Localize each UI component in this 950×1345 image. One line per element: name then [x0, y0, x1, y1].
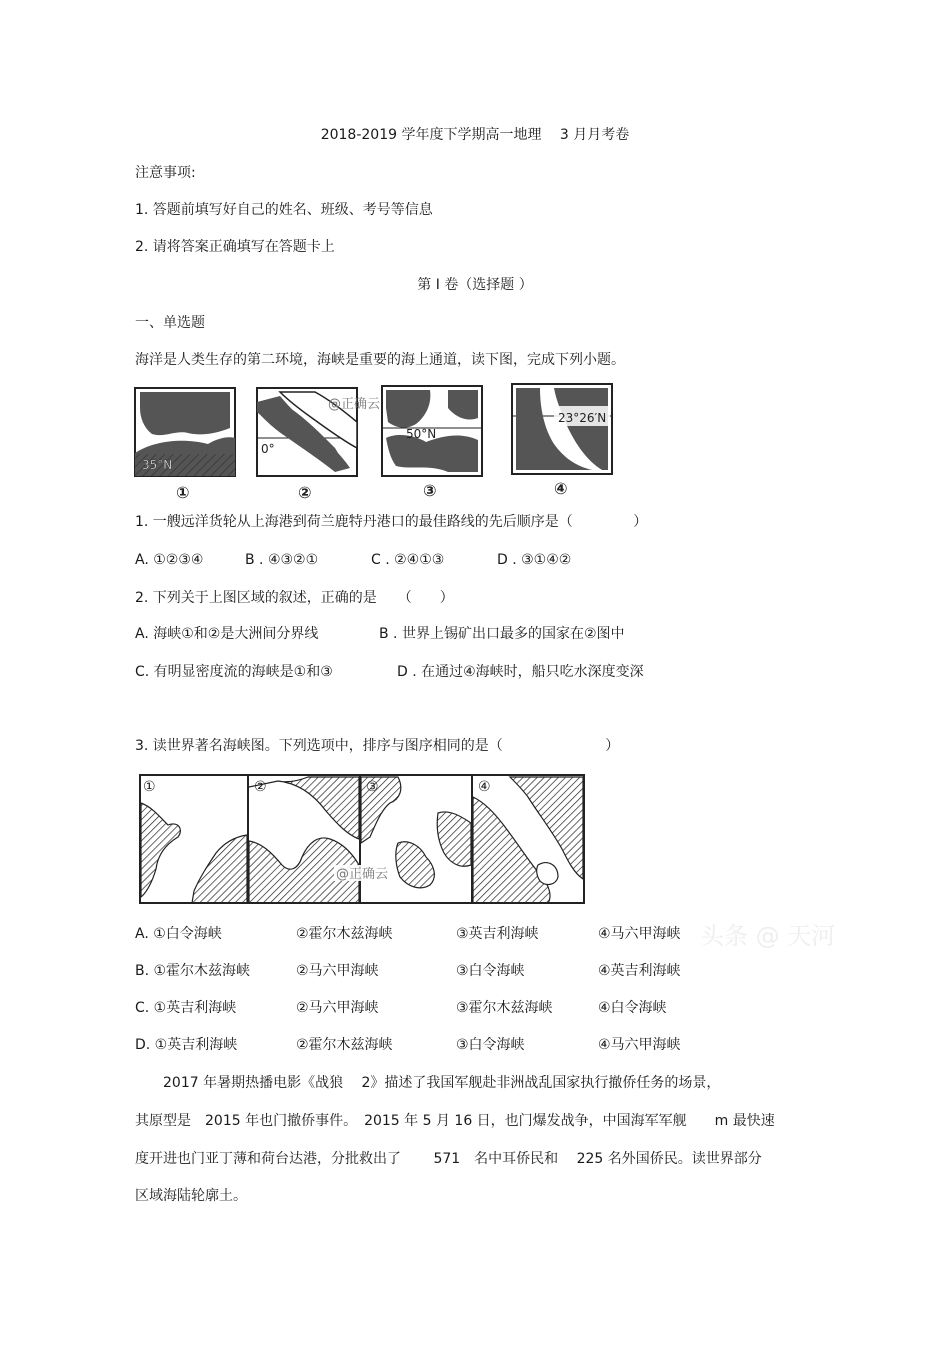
- q3-option-a-3: ③英吉利海峡: [456, 926, 539, 942]
- figure-1-watermark: @正确云: [328, 397, 381, 412]
- map2-panel-3-number: ③: [366, 779, 379, 795]
- q3-option-b-4: ④英吉利海峡: [598, 963, 681, 979]
- panel-2-lat-label: 0°: [261, 442, 275, 456]
- passage-line-2: 其原型是 2015 年也门撤侨事件。 2015 年 5 月 16 日，也门爆发战争，中国海军军舰 m 最快速: [135, 1113, 775, 1129]
- q1-option-b: B . ④③②①: [245, 552, 319, 568]
- figure-2-watermark: @正确云: [336, 867, 389, 882]
- panel-2-number: ②: [298, 483, 312, 502]
- q2-option-d: D . 在通过④海峡时，船只吃水深度变深: [397, 664, 644, 680]
- passage-line-3: 度开进也门亚丁薄和荷台达港，分批救出了 571 名中耳侨民和 225 名外国侨民。读世界部分: [135, 1151, 762, 1167]
- panel-3-lat-label: 50°N: [406, 427, 437, 441]
- notice-heading: 注意事项:: [135, 165, 196, 181]
- q3-option-a-4: ④马六甲海峡: [598, 926, 681, 942]
- q3-option-d-2: ②霍尔木兹海峡: [296, 1037, 393, 1053]
- q3-option-a-1: A. ①白令海峡: [135, 926, 222, 942]
- q1-stem: 1. 一艘远洋货轮从上海港到荷兰鹿特丹港口的最佳路线的先后顺序是（ ）: [135, 514, 648, 530]
- q3-option-d-3: ③白令海峡: [456, 1037, 525, 1053]
- q3-option-c-4: ④白令海峡: [598, 1000, 667, 1016]
- q2-stem: 2. 下列关于上图区域的叙述，正确的是 （ ）: [135, 590, 454, 606]
- map2-panel-4-number: ④: [478, 779, 491, 795]
- notice-item-2: 2. 请将答案正确填写在答题卡上: [135, 239, 335, 255]
- q1-option-a: A. ①②③④: [135, 552, 204, 568]
- q3-option-b-2: ②马六甲海峡: [296, 963, 379, 979]
- map-panel-4: [512, 384, 612, 498]
- q2-option-b: B . 世界上锡矿出口最多的国家在②图中: [379, 626, 625, 642]
- part-title: 一、单选题: [135, 315, 205, 331]
- q3-option-b-1: B. ①霍尔木兹海峡: [135, 963, 251, 979]
- panel-1-lat-label: 35°N: [142, 458, 173, 472]
- page-title: 2018-2019 学年度下学期高一地理 3 月月考卷: [320, 127, 630, 143]
- intro-text: 海洋是人类生存的第二环境，海峡是重要的海上通道，读下图，完成下列小题。: [135, 352, 625, 368]
- q3-option-c-2: ②马六甲海峡: [296, 1000, 379, 1016]
- map2-panel-2-number: ②: [254, 779, 267, 795]
- faint-watermark: 头条 @ 天河: [700, 922, 836, 950]
- panel-4-number: ④: [554, 479, 568, 498]
- q1-option-c: C . ②④①③: [371, 552, 445, 568]
- q2-option-c: C. 有明显密度流的海峡是①和③: [135, 664, 333, 680]
- q3-option-c-1: C. ①英吉利海峡: [135, 1000, 237, 1016]
- q3-option-c-3: ③霍尔木兹海峡: [456, 1000, 553, 1016]
- strait-map-figure-2: [138, 773, 586, 905]
- map2-panel-1-number: ①: [143, 779, 156, 795]
- q3-option-d-4: ④马六甲海峡: [598, 1037, 681, 1053]
- map-panel-3: [382, 386, 482, 500]
- q2-option-a: A. 海峡①和②是大洲间分界线: [135, 626, 319, 642]
- q3-option-b-3: ③白令海峡: [456, 963, 525, 979]
- q3-option-a-2: ②霍尔木兹海峡: [296, 926, 393, 942]
- notice-item-1: 1. 答题前填写好自己的姓名、班级、考号等信息: [135, 202, 433, 218]
- map-panel-1: [135, 388, 235, 502]
- panel-3-number: ③: [423, 481, 437, 500]
- panel-4-lat-label: 23°26′N: [558, 411, 607, 425]
- q3-stem: 3. 读世界著名海峡图。下列选项中，排序与图序相同的是（ ）: [135, 738, 620, 754]
- passage-line-1: 2017 年暑期热播电影《战狼 2》描述了我国军舰赴非洲战乱国家执行撤侨任务的场景，: [135, 1075, 721, 1091]
- strait-map-figure-1: [130, 378, 630, 503]
- q1-option-d: D . ③①④②: [497, 552, 572, 568]
- q3-option-d-1: D. ①英吉利海峡: [135, 1037, 238, 1053]
- section-title: 第 I 卷（选择题 ）: [417, 277, 533, 293]
- passage-line-4: 区域海陆轮廓土。: [135, 1188, 247, 1204]
- panel-1-number: ①: [176, 483, 190, 502]
